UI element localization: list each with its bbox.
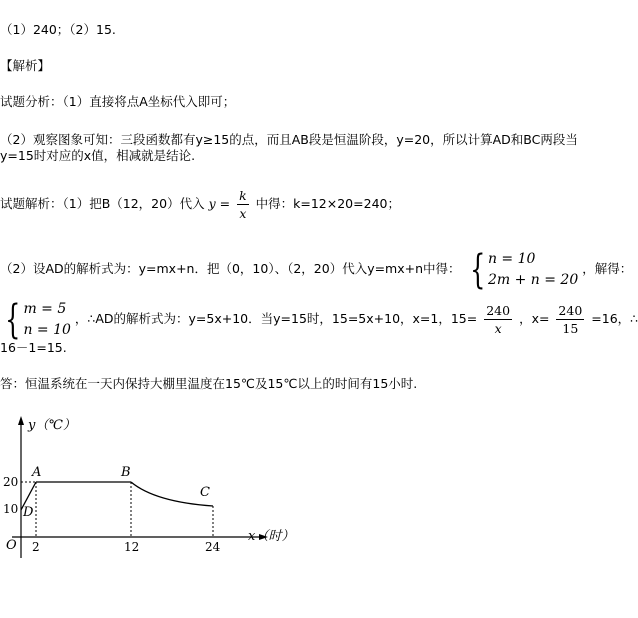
point-label-B: B	[121, 465, 131, 480]
temperature-graph	[0, 410, 310, 570]
answer-line: （1）240；（2）15.	[0, 22, 116, 37]
point-label-C: C	[200, 485, 210, 500]
system-2-equation-2: n = 10	[23, 321, 71, 338]
solution-part-1	[0, 186, 400, 222]
fraction-numerator: 240	[486, 303, 511, 318]
analysis-paragraph-line-1: （2）观察图象可知：三段函数都有y≥15的点，而且AB段是恒温阶段，y=20，所以计算AD和BC两段当	[0, 132, 578, 147]
y-axis-arrow-icon	[18, 416, 24, 425]
point-label-D: D	[23, 505, 34, 520]
system-1-equation-1: n = 10	[487, 250, 536, 267]
solution-part-2-mid-2: ，x=	[519, 311, 550, 326]
x-tick-2: 2	[32, 540, 40, 554]
fraction-denominator: x	[239, 206, 247, 221]
solution-part-2-tail: =16，∴	[591, 311, 638, 326]
solution-part-2-mid: ，解得：	[582, 261, 633, 276]
y-tick-10: 10	[3, 502, 19, 516]
point-label-A: A	[32, 465, 42, 480]
fraction-denominator: 15	[562, 321, 579, 336]
x-tick-12: 12	[124, 540, 140, 554]
system-1-equation-2: 2m + n = 20	[487, 271, 579, 288]
equation-system-2: { m = 5 n = 10	[5, 296, 71, 343]
system-2-equation-1: m = 5	[23, 300, 67, 317]
x-axis-label: x（时）	[248, 529, 295, 544]
solution-part-2-prefix: （2）设AD的解析式为：y=mx+n．把（0，10）、（2，20）代入y=mx+n中得：	[0, 261, 461, 276]
analysis-line: 试题分析：（1）直接将点A坐标代入即可；	[0, 94, 236, 109]
origin-label: O	[6, 538, 17, 553]
fraction-240-over-15	[556, 302, 584, 337]
fraction-numerator: k	[239, 188, 247, 203]
solution-part-2-line-1	[0, 246, 632, 292]
solution-part-2-last-line: 16－1=15.	[0, 340, 67, 355]
x-tick-24: 24	[205, 540, 221, 554]
solution-part-1-y-eq: y =	[208, 196, 231, 211]
fraction-denominator: x	[494, 321, 502, 336]
section-header: 【解析】	[0, 58, 51, 73]
equation-system-1: { n = 10 2m + n = 20	[469, 246, 579, 293]
conclusion-line: 答：恒温系统在一天内保持大棚里温度在15℃及15℃以上的时间有15小时.	[0, 376, 418, 391]
solution-part-2-line-2	[0, 296, 638, 342]
solution-part-1-prefix: 试题解析：（1）把B（12，20）代入	[0, 196, 205, 211]
fraction-k-over-x	[237, 187, 249, 222]
fraction-240-over-x	[484, 302, 512, 337]
solution-part-1-suffix: 中得：k=12×20=240；	[255, 196, 400, 211]
analysis-paragraph-line-2: y=15时对应的x值，相减就是结论.	[0, 148, 196, 163]
y-axis-label: y（℃）	[28, 418, 76, 433]
y-tick-20: 20	[3, 475, 19, 489]
solution-part-2-after-system: ，∴AD的解析式为：y=5x+10．当y=15时，15=5x+10，x=1，15=	[74, 311, 478, 326]
fraction-numerator: 240	[558, 303, 583, 318]
